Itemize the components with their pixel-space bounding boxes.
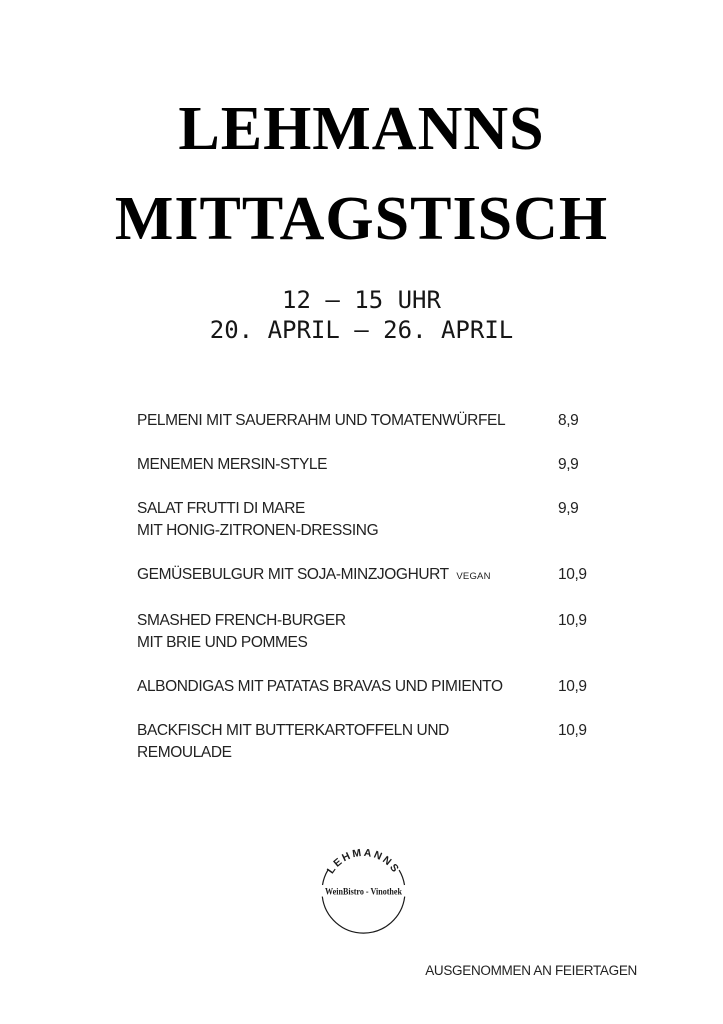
schedule-dates: 20. APRIL – 26. APRIL: [209, 316, 514, 344]
menu-item: [137, 454, 723, 476]
schedule-hours: 12 – 15 UHR: [282, 286, 441, 314]
menu-item-price: 9,9: [558, 456, 579, 473]
restaurant-logo: [303, 830, 424, 945]
menu-item-name: GEMÜSEBULGUR MIT SOJA-MINZJOGHURT: [137, 566, 449, 583]
logo-subtext: WeinBistro - Vinothek: [325, 886, 402, 897]
menu-item-price: 9,9: [558, 500, 579, 517]
svg-text:LEHMANNS: [325, 847, 402, 876]
menu-item: [137, 610, 723, 654]
menu-item-name: BACKFISCH MIT BUTTERKARTOFFELN UND: [137, 722, 449, 739]
menu-item-name-line2: MIT BRIE UND POMMES: [137, 634, 308, 651]
menu-item: [137, 720, 723, 764]
menu-item-name-line2: MIT HONIG-ZITRONEN-DRESSING: [137, 522, 379, 539]
menu-item-vegan-tag: VEGAN: [456, 571, 491, 582]
menu-item-price: 10,9: [558, 566, 587, 583]
footer-note: AUSGENOMMEN AN FEIERTAGEN: [425, 963, 637, 978]
title-line-2: MITTAGSTISCH: [114, 185, 609, 253]
menu-item: [137, 676, 723, 698]
menu-item-price: 10,9: [558, 678, 587, 695]
title-line-1: LEHMANNS: [178, 95, 545, 163]
menu-item-name: ALBONDIGAS MIT PATATAS BRAVAS UND PIMIENTO: [137, 678, 503, 695]
menu-item-name-line2: REMOULADE: [137, 744, 232, 761]
menu-item-price: 8,9: [558, 412, 579, 429]
menu-item-price: 10,9: [558, 612, 587, 629]
menu-item-name: PELMENI MIT SAUERRAHM UND TOMATENWÜRFEL: [137, 412, 506, 429]
schedule: [0, 285, 723, 345]
menu-item-name: MENEMEN MERSIN-STYLE: [137, 456, 328, 473]
menu-item-name: SMASHED FRENCH-BURGER: [137, 612, 346, 629]
menu-item-price: 10,9: [558, 722, 587, 739]
menu-item: [137, 410, 723, 432]
page-title: [0, 84, 723, 264]
logo-circle-icon: [303, 830, 424, 945]
menu-item-name: SALAT FRUTTI DI MARE: [137, 500, 305, 517]
logo-arc-text: LEHMANNS: [324, 846, 403, 877]
menu-item: [137, 498, 723, 542]
menu-item: [137, 564, 723, 588]
menu-list: [137, 410, 723, 786]
